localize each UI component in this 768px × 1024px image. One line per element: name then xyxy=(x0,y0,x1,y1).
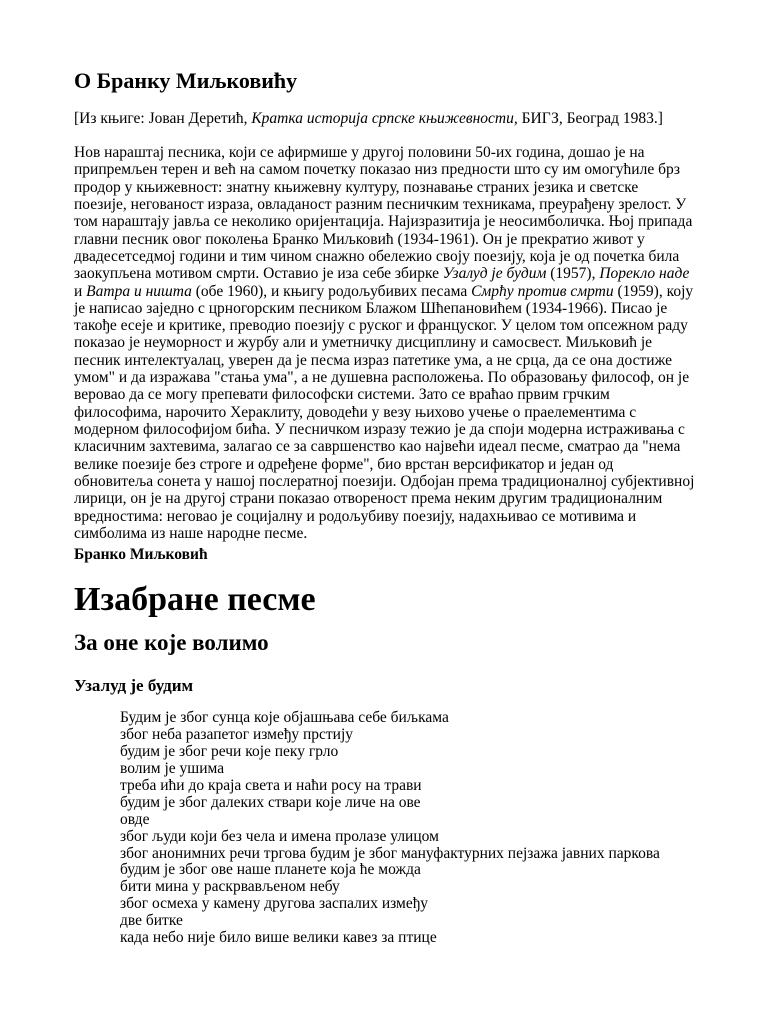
book-title: Порекло наде xyxy=(599,265,690,283)
essay-text: лирици, он је на другој страни показао отвореност према неким другим традиционалним xyxy=(74,490,663,508)
section-title: О Бранку Миљковићу xyxy=(74,68,298,93)
poem-line: због људи који без чела и имена пролазе улицом xyxy=(120,827,439,845)
source-prefix: [Из књиге: Јован Деретић, xyxy=(74,110,252,127)
essay-text: показао је неуморност и журбу али и уметничку дисциплину и самосвест. Миљковић је xyxy=(74,334,653,352)
poem-line: када небо није било више велики кавез за птице xyxy=(120,929,437,947)
poem-line: будим је због далеких ствари које личе на ове xyxy=(120,793,421,811)
book-title: Смрћу против смрти xyxy=(471,282,614,300)
essay-line xyxy=(74,404,694,421)
essay-line xyxy=(74,456,694,473)
poem-line: због неба разапетог између прстију xyxy=(120,725,354,743)
essay-line xyxy=(74,490,694,507)
essay-line xyxy=(74,196,694,213)
essay-line xyxy=(74,300,694,317)
essay-line xyxy=(74,508,694,525)
essay-text: философима, нарочито Хераклиту, доводећи у везу њихово учење о праелементима с xyxy=(74,403,637,421)
author-name: Бранко Миљковић xyxy=(74,546,208,563)
poem-line: бити мина у раскрвављеном небу xyxy=(120,878,340,896)
essay-text: заокупљена мотивом смрти. Оставио је иза себе збирке xyxy=(74,265,443,283)
essay-text: песник интелектуалац, уверен да је песма израз патетике ума, а не срца, да се она достиже xyxy=(74,351,672,369)
essay-line xyxy=(74,386,694,403)
essay-text: веровао да се могу препевати философски системи. Зато се враћао првим грчким xyxy=(74,386,610,404)
essay-line xyxy=(74,421,694,438)
essay-text: такође есеје и критике, преводио поезију с руског и француског. У целом том опсежном раду xyxy=(74,317,688,335)
essay-text: (1957), xyxy=(546,265,600,283)
essay-text: модерном философијом бића. У песничком изразу тежио је да споји модерна истраживања с xyxy=(74,421,685,438)
essay-text: Нов нараштај песника, који се афирмише у другој половини 50-их година, дошао је на xyxy=(74,144,645,161)
source-book-title: Кратка историја српске књижевности, xyxy=(251,110,518,127)
collection-title: Изабране песме xyxy=(74,581,316,618)
book-title: Узалуд је будим xyxy=(442,265,547,283)
essay-text: главни песник овог поколења Бранко Миљковић (1934-1961). Он је прекратио живот у xyxy=(74,230,645,248)
essay-line xyxy=(74,231,694,248)
essay-text: поезије, негованост израза, овладаност разним песничким техникама, преурађену зрелост. У xyxy=(74,195,687,213)
essay-text: том нараштају јавља се неколико оријентација. Најизразитија је неосимболичка. Њој припада xyxy=(74,213,693,231)
essay-text: двадесетседмој години и тим чином снажно обележио своју поезију, која је од почетка била xyxy=(74,247,680,265)
essay-line xyxy=(74,525,694,542)
essay-text: (1959), коју xyxy=(613,282,694,300)
essay-paragraph xyxy=(74,144,694,542)
book-title: Ватра и ништа xyxy=(86,282,192,300)
essay-line xyxy=(74,248,694,265)
essay-line xyxy=(74,213,694,230)
poem-line: будим је због ове наше планете која ће можда xyxy=(120,861,421,879)
poem-line: будим је због речи које пеку грло xyxy=(120,742,339,760)
essay-text: припремљен терен и већ на самом почетку показао низ предности што су им омогућиле брз xyxy=(74,161,681,179)
essay-line xyxy=(74,265,694,282)
essay-text: вредностима: неговао је социјалну и родољубиву поезију, надахњивао се мотивима и xyxy=(74,507,637,525)
essay-text: и xyxy=(74,282,87,300)
poem-line: две битке xyxy=(120,912,183,930)
essay-text: велике поезије без строге и одређене форме", био врстан версификатор и један од xyxy=(74,455,614,473)
poem-line: због анонимних речи тргова будим је због мануфактурних пејзажа јавних паркова xyxy=(120,844,660,862)
essay-line xyxy=(74,438,694,455)
essay-line xyxy=(74,352,694,369)
poem-body xyxy=(120,710,660,947)
essay-text: (обе 1960), и књигу родољубивих песама xyxy=(191,282,472,300)
poem-line: Будим је због сунца које објашњава себе биљкама xyxy=(120,709,449,726)
essay-text: продор у књижевност: знатну књижевну културу, познавање страних језика и светске xyxy=(74,178,639,196)
poem-title: Узалуд је будим xyxy=(74,676,194,695)
essay-text: класичним захтевима, залагао се за савршенство као највећи идеал песме, сматрао да "нема xyxy=(74,438,681,456)
source-suffix: БИГЗ, Београд 1983.] xyxy=(517,110,663,127)
source-note xyxy=(74,110,663,128)
essay-text: обновитеља сонета у нашој послератној поезији. Одбојан према традиционалној субјективној xyxy=(74,472,695,490)
poem-line: треба ићи до краја света и наћи росу на трави xyxy=(120,776,422,794)
essay-line xyxy=(74,283,694,300)
essay-line xyxy=(74,317,694,334)
essay-text: симболима из наше народне песме. xyxy=(74,524,308,542)
essay-line xyxy=(74,473,694,490)
cycle-title: За оне које волимо xyxy=(74,630,269,655)
essay-line xyxy=(74,144,694,161)
essay-line xyxy=(74,179,694,196)
essay-line xyxy=(74,334,694,351)
essay-line xyxy=(74,161,694,178)
essay-text: умом" и да изражава "стања ума", а не душевна расположења. По образовању философ, он је xyxy=(74,369,690,387)
poem-line: волим је ушима xyxy=(120,759,225,777)
essay-text: је написао заједно с црногорским песником Блажом Шћепановићем (1934-1966). Писао је xyxy=(74,299,668,317)
poem-line: овде xyxy=(120,810,150,828)
poem-line: због осмеха у камену другова заспалих између xyxy=(120,895,428,913)
essay-line xyxy=(74,369,694,386)
